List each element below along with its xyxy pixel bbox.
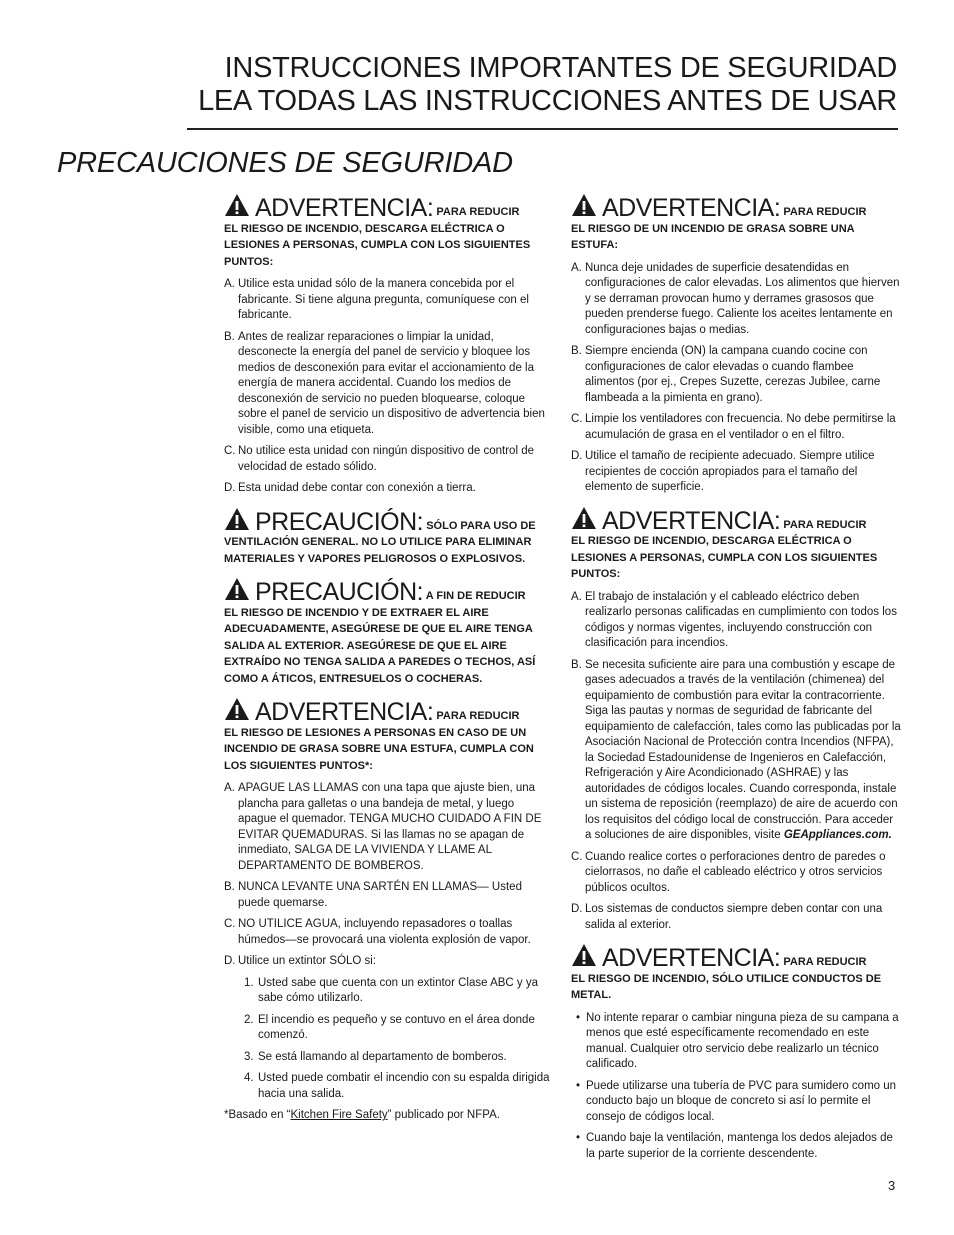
list-item: C. NO UTILICE AGUA, incluyendo repasadores o toallas húmedos—se provocará una violenta explosión de vapor. — [224, 918, 531, 946]
header-line-2: LEA TODAS LAS INSTRUCCIONES ANTES DE USAR — [198, 85, 897, 117]
list-item: • Puede utilizarse una tubería de PVC para sumidero como un conducto bajo un bloque de concreto si así lo permite el consejo de códigos local. — [576, 1079, 897, 1123]
header-rule — [187, 128, 898, 130]
warning-triangle-icon — [571, 506, 597, 530]
warning-triangle-icon — [224, 697, 250, 721]
list-item: B. NUNCA LEVANTE UNA SARTÉN EN LLAMAS— Usted puede quemarse. — [224, 881, 522, 909]
warning-block-grease-stove: ADVERTENCIA: PARA REDUCIR EL RIESGO DE UN INCENDIO DE GRASA SOBRE UNA ESTUFA: A. Nunca deje unidades de superficie desatendidas en configuraciones de calor elevadas. Los alimentos que hierven y se derraman provocan humo y derrames grasosos que pueden prenderse fuego. Caliente los aceites lentamente en configuraciones bajas o medias. B. Siempre encienda (ON) la campana cuando cocine con configuraciones de calor elevadas o cuando flambee alimentos (por ej., Crepes Suzette, cerezas Jubilee, carne flambeada a la pimienta en grano). C. Limpie los ventiladores con frecuencia. No debe permitirse la acumulación de grasa en el ventilador o en el filtro. D. Utilice el tamaño de recipiente adecuado. Siempre utilice recipientes de cocción apropiados para el tamaño del elemento de superficie. — [571, 193, 901, 496]
warning-triangle-icon — [224, 507, 250, 531]
list-item: A. El trabajo de instalación y el cableado eléctrico deben realizarlo personas calificadas en cumplimiento con todos los códigos y normas vigentes, incluyendo construcción con clasificación para incendios. — [571, 590, 897, 649]
list-item: • No intente reparar o cambiar ninguna pieza de su campana a menos que esté específicamente recomendado en este manual. Cualquier otro servicio debe realizarlo un técnico calificado. — [576, 1011, 899, 1070]
list-item: 1. Usted sabe que cuenta con un extintor Clase ABC y ya sabe cómo utilizarlo. — [244, 976, 538, 1004]
right-column — [571, 193, 901, 1172]
page-number: 3 — [888, 1178, 896, 1193]
warning-block-installation: ADVERTENCIA: PARA REDUCIR EL RIESGO DE INCENDIO, DESCARGA ELÉCTRICA O LESIONES A PERSONAS, CUMPLA CON LOS SIGUIENTES PUNTOS: A. El trabajo de instalación y el cableado eléctrico deben realizarlo personas calificadas en cumplimiento con todos los códigos y normas vigentes, incluyendo construcción con clasificación para incendios. B. Se necesita suficiente aire para una combustión y escape de gases adecuados a través de la ventilación (chimenea) del equipamiento de combustión para evitar la contracorriente. Siga las pautas y normas de seguridad de fabricante del equipamiento de calefacción, tales como las publicadas por la Asociación Nacional de Protección contra Incendios (NFPA), la Sociedad Estadounidense de Ingenieros en Calefacción, Refrigeración y Aire Acondicionado (ASHRAE) y las autoridades de códigos locales. Cuando corresponda, instale un sistema de reposición (reemplazo) de aire de acuerdo con los requisitos del código local de construcción. Para acceder a soluciones de aire disponibles, visite GEAppliances.com. C. Cuando realice cortes o perforaciones dentro de paredes o cielorrasos, no dañe el cableado eléctrico y otros servicios públicos ocultos. D. Los sistemas de conductos siempre deben contar con una salida al exterior. — [571, 506, 901, 934]
list-item: D. Esta unidad debe contar con conexión a tierra. — [224, 482, 476, 494]
list-item: D. Utilice un extintor SÓLO si: — [224, 955, 377, 967]
kitchen-fire-safety-link[interactable]: Kitchen Fire Safety — [290, 1109, 388, 1121]
header-line-1: INSTRUCCIONES IMPORTANTES DE SEGURIDAD — [224, 52, 897, 84]
list-item: B. Antes de realizar reparaciones o limpiar la unidad, desconecte la energía del panel de servicio y bloquee los medios de desconexión para evitar el accionamiento de la energía de manera accidental. Cuando los medios de desconexión de servicio no pueden bloquearse, coloque sobre el panel de servicio un dispositivo de advertencia bien visible, como una etiqueta. — [224, 330, 545, 436]
section-title: PRECAUCIONES DE SEGURIDAD — [57, 147, 513, 179]
ge-appliances-link[interactable]: GEAppliances.com. — [783, 829, 892, 841]
list-item: B. Se necesita suficiente aire para una combustión y escape de gases adecuados a través de la ventilación (chimenea) del equipamiento de combustión para evitar la contracorriente. Siga las pautas y normas de seguridad de fabricante del equipamiento de calefacción, tales como las publicadas por la Asociación Nacional de Protección contra Incendios (NFPA), la Sociedad Estadounidense de Ingenieros en Calefacción, Refrigeración y Aire Acondicionado (ASHRAE) y las autoridades de códigos locales. Cuando corresponda, instale un sistema de reposición (reemplazo) de aire de acuerdo con los requisitos del código local de construcción. Para acceder a soluciones de aire disponibles, visite GEAppliances.com. — [571, 658, 901, 841]
warning-triangle-icon — [224, 193, 250, 217]
list-item: C. No utilice esta unidad con ningún dispositivo de control de velocidad de estado sólido. — [224, 445, 534, 473]
list-item: • Cuando baje la ventilación, mantenga los dedos alejados de la parte superior de la corriente descendente. — [576, 1132, 893, 1160]
left-column — [224, 193, 554, 1134]
bullet-icon: • — [576, 1011, 581, 1024]
footnote: *Basado en “Kitchen Fire Safety” publicado por NFPA. — [224, 1109, 500, 1121]
warning-heading: ADVERTENCIA: PARA REDUCIR EL RIESGO DE INCENDIO, DESCARGA ELÉCTRICA O LESIONES A PERSONAS, CUMPLA CON LOS SIGUIENTES PUNTOS: — [224, 194, 531, 268]
list-item: A. Utilice esta unidad sólo de la manera concebida por el fabricante. Si tiene alguna pregunta, comuníquese con el fabricante. — [224, 278, 529, 321]
warning-block-grease-fire: ADVERTENCIA: PARA REDUCIR EL RIESGO DE LESIONES A PERSONAS EN CASO DE UN INCENDIO DE GRASA SOBRE UNA ESTUFA, CUMPLA CON LOS SIGUIENTES PUNTOS*: A. APAGUE LAS LLAMAS con una tapa que ajuste bien, una plancha para galletas o una bandeja de metal, y luego apague el quemador. TENGA MUCHO CUIDADO A FIN DE EVITAR QUEMADURAS. Si las llamas no se apagan de inmediato, SALGA DE LA VIVIENDA Y LLAME AL DEPARTAMENTO DE BOMBEROS. B. NUNCA LEVANTE UNA SARTÉN EN LLAMAS— Usted puede quemarse. C. NO UTILICE AGUA, incluyendo repasadores o toallas húmedos—se provocará una violenta explosión de vapor. D. Utilice un extintor SÓLO si: 1. Usted sabe que cuenta con un extintor Clase ABC y ya sabe cómo utilizarlo. 2. El incendio es pequeño y se contuvo en el área donde comenzó. 3. Se está llamando al departamento de bomberos. 4. Usted puede combatir el incendio con su espalda dirigida hacia una salida. *Basado en “Kitchen Fire Safety” publicado por NFPA. — [224, 697, 554, 1124]
list-item: D. Utilice el tamaño de recipiente adecuado. Siempre utilice recipientes de cocción apropiados para el tamaño del elemento de superficie. — [571, 450, 875, 493]
caution-block-ventilation: PRECAUCIÓN: SÓLO PARA USO DE VENTILACIÓN GENERAL. NO LO UTILICE PARA ELIMINAR MATERIALES Y VAPORES PELIGROSOS O EXPLOSIVOS. — [224, 507, 536, 565]
list-item: 4. Usted puede combatir el incendio con su espalda dirigida hacia una salida. — [244, 1072, 550, 1100]
list-item: C. Limpie los ventiladores con frecuencia. No debe permitirse la acumulación de grasa en el ventilador o en el filtro. — [571, 413, 896, 441]
list-item: D. Los sistemas de conductos siempre deben contar con una salida al exterior. — [571, 903, 883, 931]
list-item: C. Cuando realice cortes o perforaciones dentro de paredes o cielorrasos, no dañe el cableado eléctrico y otros servicios públicos ocultos. — [571, 850, 886, 894]
list-item: A. Nunca deje unidades de superficie desatendidas en configuraciones de calor elevadas. Los alimentos que hierven y se derraman provocan humo y derrames grasosos que pueden prenderse fuego. Caliente los aceites lentamente en configuraciones bajas o medias. — [571, 261, 900, 336]
warning-triangle-icon — [571, 943, 597, 967]
list-item: 3. Se está llamando al departamento de bomberos. — [244, 1050, 507, 1063]
warning-block-general — [224, 193, 554, 497]
warning-block-metal-ducts: ADVERTENCIA: PARA REDUCIR EL RIESGO DE INCENDIO, SÓLO UTILICE CONDUCTOS DE METAL. • No intente reparar o cambiar ninguna pieza de su campana a menos que esté específicamente recomendado en este manual. Cualquier otro servicio debe realizarlo un técnico calificado. • Puede utilizarse una tubería de PVC para sumidero como un conducto bajo un bloque de concreto si así lo permite el consejo de códigos local. • Cuando baje la ventilación, mantenga los dedos alejados de la parte superior de la corriente descendente. — [571, 943, 901, 1162]
bullet-icon: • — [576, 1132, 581, 1144]
caution-block-exhaust: PRECAUCIÓN: A FIN DE REDUCIR EL RIESGO DE INCENDIO Y DE EXTRAER EL AIRE ADECUADAMENTE, ASEGÚRESE DE QUE EL AIRE TENGA SALIDA AL EXTERIOR. ASEGÚRESE DE QUE EL AIRE EXTRAÍDO NO TENGA SALIDA A PAREDES O TECHOS, ASÍ COMO A ÁTICOS, ENTRESUELOS O COCHERAS. — [224, 578, 536, 685]
page-header — [198, 52, 897, 118]
warning-triangle-icon — [571, 193, 597, 217]
warning-triangle-icon — [224, 577, 250, 601]
list-item: B. Siempre encienda (ON) la campana cuando cocine con configuraciones de calor elevadas o cuando flambee alimentos (por ej., Crepes Suzette, cerezas Jubilee, carne flambeada a la pimienta en grano). — [571, 345, 881, 404]
list-item: A. APAGUE LAS LLAMAS con una tapa que ajuste bien, una plancha para galletas o una bandeja de metal, y luego apague el quemador. TENGA MUCHO CUIDADO A FIN DE EVITAR QUEMADURAS. Si las llamas no se apagan de inmediato, SALGA DE LA VIVIENDA Y LLAME AL DEPARTAMENTO DE BOMBEROS. — [224, 782, 542, 872]
list-item: 2. El incendio es pequeño y se contuvo en el área donde comenzó. — [244, 1013, 535, 1041]
bullet-icon: • — [576, 1079, 581, 1092]
